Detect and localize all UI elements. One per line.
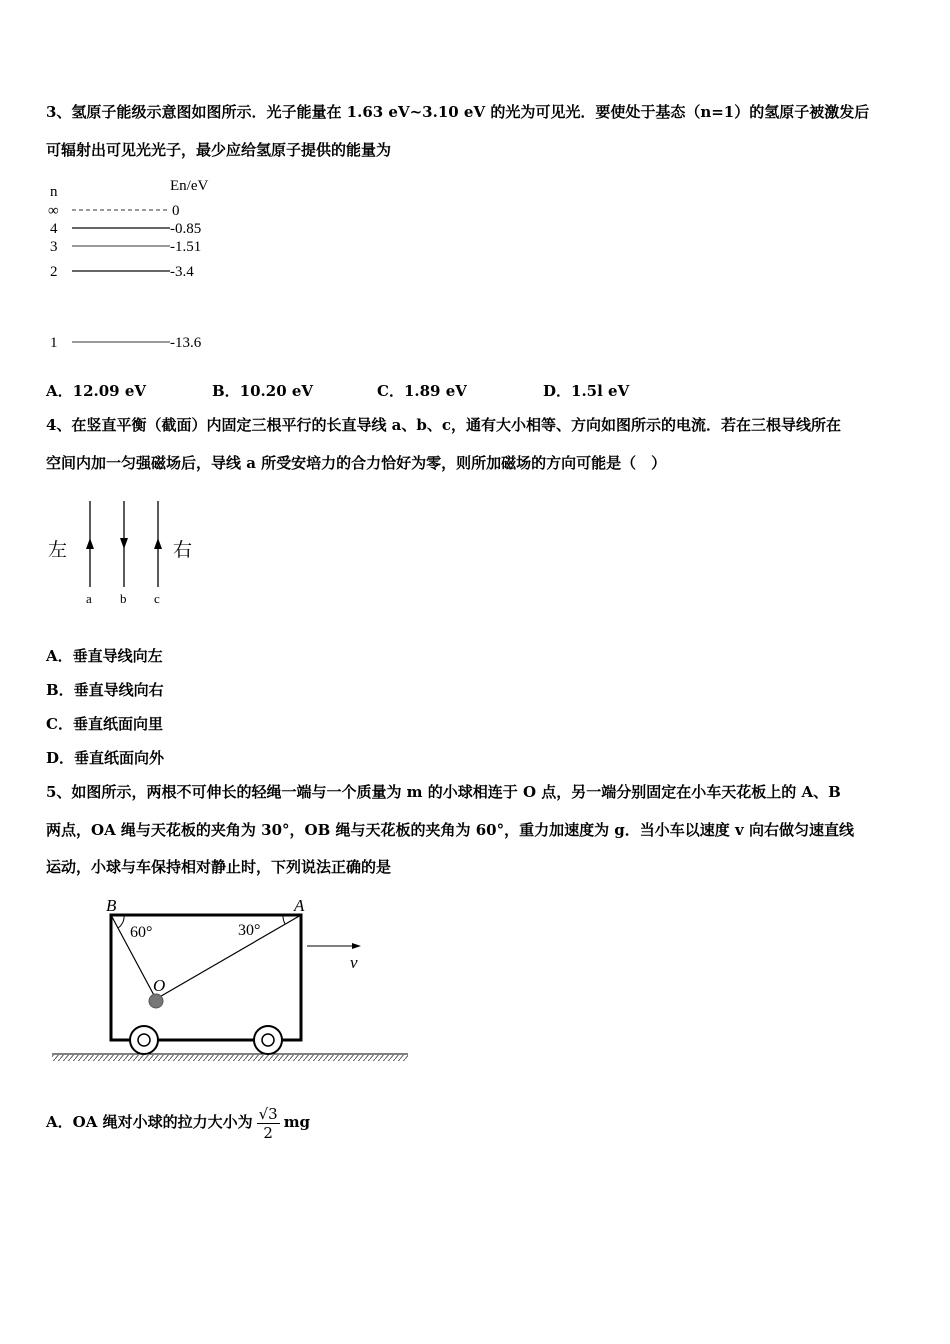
arrow-down-icon [120, 538, 128, 549]
angle-b-label: 60° [130, 924, 153, 941]
rope-oa [156, 915, 301, 999]
q4-option-c[interactable]: C．垂直纸面向里 [46, 715, 163, 733]
fraction [257, 1105, 280, 1142]
level-e-1: -13.6 [170, 335, 202, 351]
n-label: n [50, 184, 58, 200]
angle-arc-b [118, 915, 124, 928]
q4-option-d[interactable]: D．垂直纸面向外 [46, 749, 165, 767]
wires-diagram [40, 495, 210, 610]
arrow-up-icon [154, 538, 162, 549]
q5-option-a[interactable] [46, 1100, 310, 1144]
energy-level-diagram [40, 172, 240, 367]
level-n-4: 4 [50, 221, 58, 237]
arrow-right-icon [352, 943, 361, 949]
right-label: 右 [173, 540, 193, 561]
angle-a-label: 30° [238, 922, 261, 939]
q4-option-a[interactable]: A．垂直导线向左 [46, 647, 163, 665]
wire-b-label: b [120, 591, 127, 606]
q3-option-b[interactable]: B．10.20 eV [212, 382, 314, 400]
energy-axis-label: En/eV [170, 178, 209, 194]
fraction-denominator: 2 [263, 1123, 273, 1142]
wire-c-label: c [154, 591, 160, 606]
label-b: B [106, 896, 117, 915]
cart-diagram [40, 885, 420, 1065]
q5-option-a-prefix: A．OA 绳对小球的拉力大小为 [46, 1113, 253, 1131]
level-e-2: -3.4 [170, 264, 194, 280]
q5-option-a-suffix: mg [283, 1113, 311, 1131]
q5-text-line1: 5、如图所示，两根不可伸长的轻绳一端与一个质量为 m 的小球相连于 O 点，另一端分别固定在小车天花板上的 A、B [46, 783, 841, 801]
left-label: 左 [48, 540, 68, 561]
q3-option-d[interactable]: D．1.5l eV [543, 382, 630, 400]
level-e-inf: 0 [172, 203, 180, 219]
level-n-1: 1 [50, 335, 58, 351]
q4-text-line2: 空间内加一匀强磁场后，导线 a 所受安培力的合力恰好为零，则所加磁场的方向可能是（ ） [46, 454, 667, 472]
q4-text-line1: 4、在竖直平衡（截面）内固定三根平行的长直导线 a、b、c，通有大小相等、方向如图所示的电流．若在三根导线所在 [46, 416, 842, 434]
q5-text-line2: 两点，OA 绳与天花板的夹角为 30°，OB 绳与天花板的夹角为 60°，重力加速度为 g．当小车以速度 v 向右做匀速直线 [46, 821, 854, 839]
level-n-3: 3 [50, 239, 58, 255]
q3-text-line2: 可辐射出可见光光子，最少应给氢原子提供的能量为 [46, 141, 392, 159]
q3-option-a[interactable]: A．12.09 eV [46, 382, 147, 400]
q3-text-line1: 3、氢原子能级示意图如图所示．光子能量在 1.63 eV~3.10 eV 的光为可见光．要使处于基态（n=1）的氢原子被激发后 [46, 103, 870, 121]
level-n-inf: ∞ [48, 203, 59, 219]
q5-text-line3: 运动，小球与车保持相对静止时，下列说法正确的是 [46, 858, 392, 876]
ball [149, 994, 163, 1008]
arrow-up-icon [86, 538, 94, 549]
q4-option-b[interactable]: B．垂直导线向右 [46, 681, 164, 699]
wire-a-label: a [86, 591, 92, 606]
level-e-4: -0.85 [170, 221, 202, 237]
label-o: O [153, 976, 166, 995]
fraction-numerator: √3 [258, 1104, 278, 1123]
level-n-2: 2 [50, 264, 58, 280]
label-a: A [294, 896, 305, 915]
ground-hatch [52, 1055, 408, 1061]
label-v: v [350, 953, 358, 972]
level-e-3: -1.51 [170, 239, 202, 255]
q3-option-c[interactable]: C．1.89 eV [377, 382, 467, 400]
